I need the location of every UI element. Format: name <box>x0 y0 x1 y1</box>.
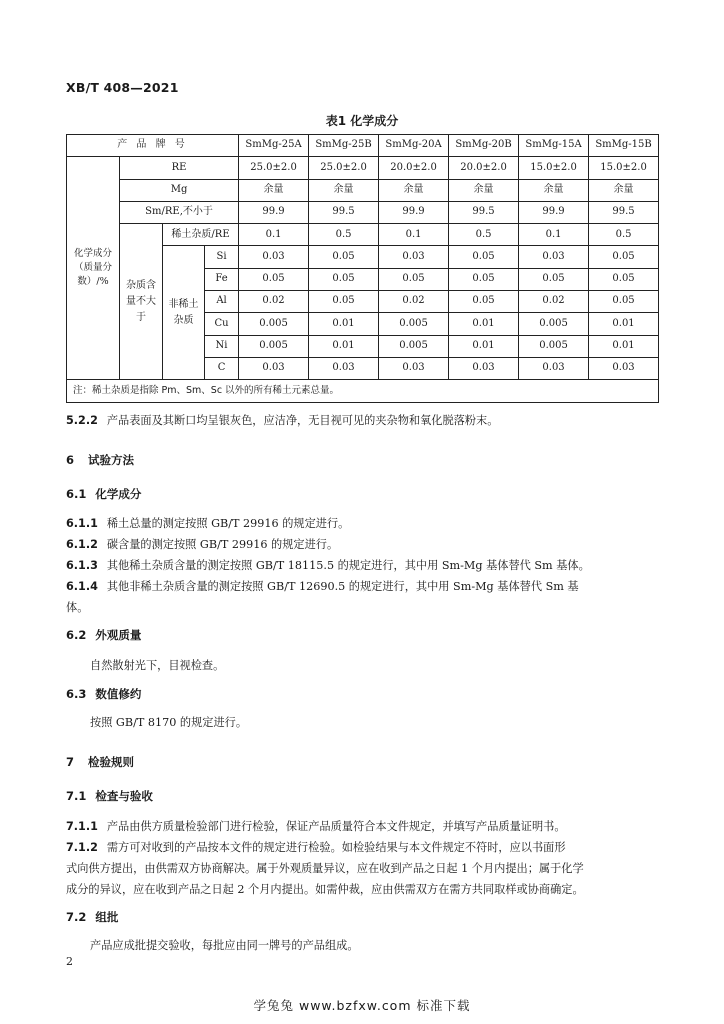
section-6-3-text: 按照 GB/T 8170 的规定进行。 <box>90 716 248 729</box>
table-cell: 0.05 <box>519 268 589 290</box>
section-title: 化学成分 <box>95 487 142 501</box>
table-cell: 0.01 <box>589 313 659 335</box>
row-label: 稀土杂质/RE <box>163 224 239 246</box>
clause-number: 6.1.4 <box>66 580 98 593</box>
clause-text: 稀土总量的测定按照 GB/T 29916 的规定进行。 <box>106 517 350 530</box>
section-title: 检验规则 <box>88 755 135 769</box>
non-re-impurity-label: 非稀土杂质 <box>163 246 205 380</box>
table-cell: 25.0±2.0 <box>309 157 379 179</box>
section-number: 6.2 <box>66 628 87 642</box>
table-cell: 余量 <box>239 179 309 201</box>
table-note-row <box>67 380 659 402</box>
table-cell: 余量 <box>379 179 449 201</box>
section-6-2-text: 自然散射光下，目视检查。 <box>90 659 225 672</box>
table-cell: 0.005 <box>379 335 449 357</box>
row-label: Al <box>205 291 239 313</box>
table-cell: 0.03 <box>239 357 309 379</box>
table-cell: 0.01 <box>449 313 519 335</box>
clause-6-1-3 <box>66 555 662 576</box>
section-number: 6.3 <box>66 687 87 701</box>
chemical-composition-table <box>66 134 659 403</box>
section-7-2-heading <box>66 907 662 928</box>
grade-header: SmMg-20B <box>449 135 519 157</box>
table-cell: 0.03 <box>239 246 309 268</box>
grade-header: SmMg-20A <box>379 135 449 157</box>
section-title: 组批 <box>95 910 119 924</box>
row-label: Fe <box>205 268 239 290</box>
table-note: 注：稀土杂质是指除 Pm、Sm、Sc 以外的所有稀土元素总量。 <box>67 380 659 402</box>
table-cell: 99.9 <box>379 201 449 223</box>
clause-text: 体。 <box>66 601 89 614</box>
table-cell: 0.05 <box>589 291 659 313</box>
clause-number: 5.2.2 <box>66 414 98 427</box>
table-cell: 25.0±2.0 <box>239 157 309 179</box>
section-number: 7.1 <box>66 789 87 803</box>
composition-group-label: 化学成分（质量分数）/% <box>67 157 120 380</box>
table-row <box>67 179 659 201</box>
table-row <box>67 201 659 223</box>
clause-text: 需方可对收到的产品按本文件的规定进行检验。如检验结果与本文件规定不符时，应以书面形 <box>106 841 566 854</box>
clause-text: 产品表面及其断口均呈银灰色，应洁净，无目视可见的夹杂物和氧化脱落粉末。 <box>106 414 499 427</box>
section-6-3-heading <box>66 684 662 705</box>
table-cell: 0.01 <box>309 313 379 335</box>
table-cell: 0.03 <box>519 246 589 268</box>
section-number: 6.1 <box>66 487 87 501</box>
table-cell: 0.05 <box>589 246 659 268</box>
clause-5-2-2 <box>66 410 662 431</box>
product-label: 产 品 牌 号 <box>67 135 239 157</box>
section-6-1-heading <box>66 484 662 505</box>
table-cell: 0.05 <box>309 246 379 268</box>
clause-text: 其他稀土杂质含量的测定按照 GB/T 18115.5 的规定进行，其中用 Sm-Mg 基体替代 Sm 基体。 <box>106 559 590 572</box>
clause-text: 产品由供方质量检验部门进行检验，保证产品质量符合本文件规定，并填写产品质量证明书。 <box>106 820 566 833</box>
table-cell: 0.1 <box>519 224 589 246</box>
table-cell: 0.5 <box>309 224 379 246</box>
table-caption: 表1 化学成分 <box>325 114 399 128</box>
table-cell: 0.005 <box>239 335 309 357</box>
section-number: 7 <box>66 755 75 769</box>
table-cell: 0.01 <box>589 335 659 357</box>
clause-number: 6.1.3 <box>66 559 98 572</box>
table-cell: 0.01 <box>309 335 379 357</box>
table-cell: 0.03 <box>379 357 449 379</box>
clause-6-1-4-continued <box>66 597 662 618</box>
row-label: RE <box>120 157 239 179</box>
table-cell: 0.03 <box>519 357 589 379</box>
table-cell: 余量 <box>309 179 379 201</box>
table-cell: 0.1 <box>239 224 309 246</box>
section-title: 检查与验收 <box>95 789 153 803</box>
standard-code: XB/T 408—2021 <box>66 80 179 95</box>
table-cell: 99.5 <box>589 201 659 223</box>
table-cell: 0.03 <box>379 246 449 268</box>
table-row <box>67 224 659 246</box>
section-7-2-text: 产品应成批提交验收，每批应由同一牌号的产品组成。 <box>90 939 359 952</box>
table-cell: 0.005 <box>239 313 309 335</box>
row-label: Si <box>205 246 239 268</box>
clause-6-1-1 <box>66 513 662 534</box>
footer-watermark: 学兔兔 www.bzfxw.com 标准下载 <box>253 998 471 1013</box>
page-number: 2 <box>66 955 73 968</box>
table-cell: 20.0±2.0 <box>379 157 449 179</box>
table-cell: 0.03 <box>589 357 659 379</box>
section-7-heading <box>66 752 662 773</box>
section-number: 6 <box>66 453 75 467</box>
table-cell: 0.05 <box>309 268 379 290</box>
table-cell: 0.05 <box>239 268 309 290</box>
table-cell: 99.5 <box>449 201 519 223</box>
table-cell: 余量 <box>589 179 659 201</box>
grade-header: SmMg-15A <box>519 135 589 157</box>
grade-header: SmMg-15B <box>589 135 659 157</box>
section-7-1-heading <box>66 786 662 807</box>
table-cell: 余量 <box>519 179 589 201</box>
table-cell: 99.5 <box>309 201 379 223</box>
section-6-2-heading <box>66 625 662 646</box>
table-cell: 15.0±2.0 <box>519 157 589 179</box>
clause-7-1-2-line2: 式向供方提出，由供需双方协商解决。属于外观质量异议，应在收到产品之日起 1 个月内提出；属于化学 <box>66 862 584 875</box>
table-cell: 0.05 <box>449 246 519 268</box>
table-cell: 0.03 <box>309 357 379 379</box>
clause-number: 6.1.1 <box>66 517 98 530</box>
clause-number: 7.1.2 <box>66 841 98 854</box>
table-cell: 0.02 <box>239 291 309 313</box>
row-label: Mg <box>120 179 239 201</box>
table-cell: 0.05 <box>449 268 519 290</box>
row-label: Ni <box>205 335 239 357</box>
clause-number: 6.1.2 <box>66 538 98 551</box>
section-title: 外观质量 <box>95 628 142 642</box>
row-label: Cu <box>205 313 239 335</box>
table-cell: 0.5 <box>449 224 519 246</box>
table-cell: 20.0±2.0 <box>449 157 519 179</box>
table-cell: 0.02 <box>379 291 449 313</box>
table-cell: 0.05 <box>379 268 449 290</box>
clause-7-1-2 <box>66 837 662 858</box>
table-cell: 0.1 <box>379 224 449 246</box>
table-cell: 0.05 <box>449 291 519 313</box>
table-cell: 0.05 <box>589 268 659 290</box>
table-cell: 0.005 <box>379 313 449 335</box>
row-label: C <box>205 357 239 379</box>
table-cell: 99.9 <box>519 201 589 223</box>
grade-header: SmMg-25A <box>239 135 309 157</box>
clause-number: 7.1.1 <box>66 820 98 833</box>
impurity-group-label: 杂质含量不大于 <box>120 224 163 380</box>
section-6-heading <box>66 450 662 471</box>
table-cell: 0.01 <box>449 335 519 357</box>
section-title: 试验方法 <box>88 453 135 467</box>
table-row <box>67 157 659 179</box>
section-title: 数值修约 <box>95 687 142 701</box>
table-cell: 0.005 <box>519 313 589 335</box>
clause-text: 其他非稀土杂质含量的测定按照 GB/T 12690.5 的规定进行，其中用 Sm-Mg 基体替代 Sm 基 <box>106 580 579 593</box>
table-header-row <box>67 135 659 157</box>
clause-text: 碳含量的测定按照 GB/T 29916 的规定进行。 <box>106 538 339 551</box>
clause-7-1-2-line3: 成分的异议，应在收到产品之日起 2 个月内提出。如需仲裁，应由供需双方在需方共同取样或协商确定。 <box>66 883 584 896</box>
clause-7-1-1 <box>66 816 662 837</box>
table-cell: 0.005 <box>519 335 589 357</box>
clause-6-1-4 <box>66 576 662 597</box>
grade-header: SmMg-25B <box>309 135 379 157</box>
table-cell: 15.0±2.0 <box>589 157 659 179</box>
table-cell: 0.05 <box>309 291 379 313</box>
section-number: 7.2 <box>66 910 87 924</box>
table-cell: 0.5 <box>589 224 659 246</box>
row-label: Sm/RE,不小于 <box>120 201 239 223</box>
table-cell: 99.9 <box>239 201 309 223</box>
table-cell: 0.02 <box>519 291 589 313</box>
table-cell: 余量 <box>449 179 519 201</box>
table-cell: 0.03 <box>449 357 519 379</box>
clause-6-1-2 <box>66 534 662 555</box>
